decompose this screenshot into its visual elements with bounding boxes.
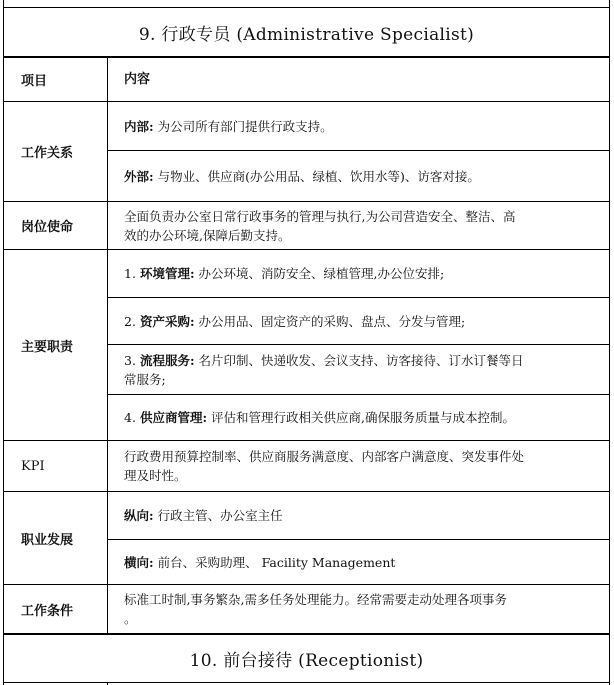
row-label-text: 工作条件 (21, 603, 74, 619)
conditions-line: 标准工时制,事务繁杂,需多任务处理能力。经常需要走动处理各项事务 (124, 592, 507, 607)
duty-number: 2. (124, 313, 136, 329)
row-label-text: 职业发展 (21, 532, 74, 548)
section-title-text: 9. 行政专员 (Administrative Specialist) (138, 24, 475, 45)
row-label-kpi (4, 441, 107, 491)
mission-line: 全面负责办公室日常行政事务的管理与执行,为公司营造安全、整洁、高 (124, 208, 516, 224)
duty-text: 办公用品、固定资产的采购、盘点、分发与管理; (198, 313, 466, 329)
section-title-text: 10. 前台接待 (Receptionist) (189, 651, 424, 671)
section-title (4, 8, 609, 56)
external-text: 与物业、供应商(办公用品、绿植、饮用水等)、访客对接。 (157, 168, 480, 184)
mission-text (108, 202, 609, 249)
header-item-text: 项目 (21, 74, 48, 89)
kpi-line: 理及时性。 (124, 468, 187, 483)
conditions-line: 。 (124, 611, 137, 626)
conditions-text (108, 585, 609, 633)
duty-number: 3. (124, 352, 136, 368)
duty-item (108, 345, 609, 394)
header-item (4, 58, 107, 101)
duty-text: 办公环境、消防安全、绿植管理,办公位安排; (198, 266, 445, 281)
duty-text-continued: 常服务; (124, 371, 166, 387)
duty-item (108, 298, 609, 344)
row-label-conditions (4, 585, 107, 633)
duty-label: 环境管理: (139, 266, 195, 281)
row-label-relations (4, 102, 107, 201)
row-label-duties (4, 250, 107, 440)
kpi-text (108, 441, 609, 491)
header-content-text: 内容 (124, 72, 151, 87)
row-label-mission (4, 202, 107, 249)
horizontal-text: 前台、采购助理、 Facility Management (157, 554, 396, 570)
internal-label: 内部: (124, 118, 154, 134)
relations-internal (108, 102, 609, 150)
vertical-label: 纵向: (124, 508, 154, 523)
career-vertical (108, 492, 609, 539)
horizontal-label: 横向: (124, 554, 154, 570)
vertical-text: 行政主管、办公室主任 (157, 508, 283, 523)
external-label: 外部: (124, 168, 154, 184)
rule (3, 682, 610, 683)
header-content (108, 58, 609, 101)
duty-number: 1. (124, 266, 136, 281)
duty-item (108, 395, 609, 440)
border-right (609, 0, 610, 685)
row-label-text: KPI (21, 458, 45, 474)
row-label-text: 岗位使命 (21, 220, 74, 235)
row-label-career (4, 492, 107, 584)
duty-label: 供应商管理: (139, 410, 208, 425)
duty-item (108, 250, 609, 297)
career-horizontal (108, 540, 609, 584)
duty-text: 评估和管理行政相关供应商,确保服务质量与成本控制。 (211, 410, 516, 425)
section-title (4, 635, 609, 682)
row-label-text: 主要职责 (21, 339, 74, 355)
duty-number: 4. (124, 410, 136, 425)
mission-line: 效的办公环境,保障后勤支持。 (124, 227, 291, 243)
duty-label: 资产采购: (139, 313, 195, 329)
row-label-text: 工作关系 (21, 146, 74, 161)
duty-text: 名片印制、快递收发、会议支持、访客接待、订水订餐等日 (198, 352, 524, 368)
duty-label: 流程服务: (139, 352, 195, 368)
kpi-line: 行政费用预算控制率、供应商服务满意度、内部客户满意度、突发事件处 (124, 449, 525, 464)
relations-external (108, 151, 609, 201)
internal-text: 为公司所有部门提供行政支持。 (157, 118, 333, 134)
